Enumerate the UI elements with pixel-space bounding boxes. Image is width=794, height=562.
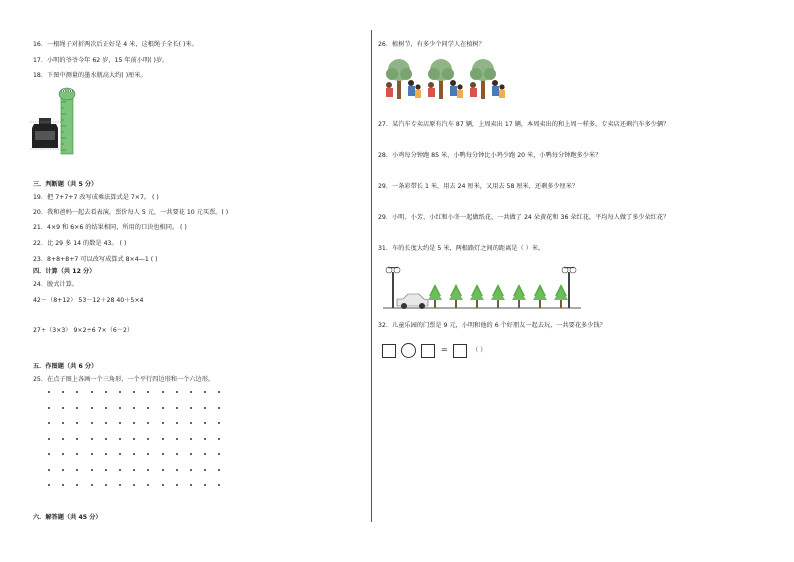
grid-dot[interactable] bbox=[147, 422, 149, 424]
grid-dot[interactable] bbox=[91, 438, 93, 440]
grid-dot[interactable] bbox=[91, 469, 93, 471]
grid-dot[interactable] bbox=[176, 391, 178, 393]
answer-box-2[interactable] bbox=[421, 344, 435, 358]
question-28: 28．小鸡每分钟跑 85 米，小鸭每分钟比小鸡少跑 20 米，小鸭每分钟跑多少米？ bbox=[378, 152, 602, 159]
grid-dot[interactable] bbox=[119, 438, 121, 440]
grid-dot[interactable] bbox=[162, 391, 164, 393]
grid-dot[interactable] bbox=[162, 407, 164, 409]
grid-dot[interactable] bbox=[48, 484, 50, 486]
question-22: 22．比 29 多 14 的数是 43。 ( ) bbox=[33, 240, 127, 247]
grid-dot[interactable] bbox=[204, 484, 206, 486]
grid-dot[interactable] bbox=[62, 391, 64, 393]
grid-dot[interactable] bbox=[204, 407, 206, 409]
grid-dot[interactable] bbox=[176, 407, 178, 409]
grid-dot[interactable] bbox=[176, 484, 178, 486]
street-lamps-car-image bbox=[383, 262, 583, 314]
grid-dot[interactable] bbox=[176, 438, 178, 440]
grid-dot[interactable] bbox=[218, 453, 220, 455]
grid-dot[interactable] bbox=[91, 422, 93, 424]
answer-box-result[interactable] bbox=[453, 344, 467, 358]
grid-dot[interactable] bbox=[218, 407, 220, 409]
question-29: 29．一条彩带长 1 米，用去 24 厘米，又用去 58 厘米，还剩多少厘米？ bbox=[378, 183, 579, 190]
grid-dot[interactable] bbox=[133, 484, 135, 486]
section-5-heading: 五．作图题（共 6 分） bbox=[33, 363, 98, 370]
grid-dot[interactable] bbox=[204, 453, 206, 455]
grid-dot[interactable] bbox=[76, 407, 78, 409]
grid-dot[interactable] bbox=[190, 453, 192, 455]
column-divider bbox=[371, 30, 372, 522]
grid-dot[interactable] bbox=[190, 438, 192, 440]
grid-dot[interactable] bbox=[133, 469, 135, 471]
question-31: 31．车的长度大约是 5 米，两根路灯之间的距离是（ ）米。 bbox=[378, 245, 545, 252]
grid-dot[interactable] bbox=[218, 469, 220, 471]
grid-dot[interactable] bbox=[218, 484, 220, 486]
grid-dot[interactable] bbox=[190, 422, 192, 424]
grid-dot[interactable] bbox=[91, 391, 93, 393]
question-21: 21．4×9 和 6×6 的结果相同，所用的口诀也相同。 ( ) bbox=[33, 224, 187, 231]
grid-dot[interactable] bbox=[218, 438, 220, 440]
question-32: 32．儿童乐园的门票是 9 元，小明和他的 6 个好朋友一起去玩，一共要花多少钱？ bbox=[378, 322, 606, 329]
calc-row-1: 42－（8+12） 53－12＋28 40＋5×4 bbox=[33, 297, 144, 304]
grid-dot[interactable] bbox=[162, 438, 164, 440]
grid-dot[interactable] bbox=[62, 469, 64, 471]
grid-dot[interactable] bbox=[162, 469, 164, 471]
question-16: 16．一根绳子对折两次后正好是 4 米，这根绳子全长( )米。 bbox=[33, 41, 198, 48]
section-6-heading: 六．解答题（共 45 分） bbox=[33, 514, 102, 521]
grid-dot[interactable] bbox=[190, 407, 192, 409]
grid-dot[interactable] bbox=[176, 422, 178, 424]
grid-dot[interactable] bbox=[105, 453, 107, 455]
grid-dot[interactable] bbox=[48, 469, 50, 471]
grid-dot[interactable] bbox=[62, 438, 64, 440]
ink-bottle-ruler-image bbox=[30, 84, 82, 156]
question-20: 20．我和爸妈一起去看表演，票价每人 5 元，一共要花 10 元买票。( ) bbox=[33, 209, 229, 216]
grid-dot[interactable] bbox=[147, 469, 149, 471]
grid-dot[interactable] bbox=[105, 438, 107, 440]
grid-dot[interactable] bbox=[162, 453, 164, 455]
grid-dot[interactable] bbox=[119, 407, 121, 409]
grid-dot[interactable] bbox=[48, 407, 50, 409]
grid-dot[interactable] bbox=[105, 407, 107, 409]
question-19: 19．把 7+7+7 改写成乘法算式是 7×7。 ( ) bbox=[33, 194, 159, 201]
grid-dot[interactable] bbox=[119, 469, 121, 471]
grid-dot[interactable] bbox=[76, 391, 78, 393]
grid-dot[interactable] bbox=[190, 469, 192, 471]
grid-dot[interactable] bbox=[176, 453, 178, 455]
grid-dot[interactable] bbox=[48, 438, 50, 440]
question-17: 17．小明的爷爷今年 62 岁，15 年前小明( )岁。 bbox=[33, 57, 169, 64]
question-26: 26．植树节，有多少个同学人在植树？ bbox=[378, 41, 485, 48]
grid-dot[interactable] bbox=[62, 453, 64, 455]
grid-dot[interactable] bbox=[62, 407, 64, 409]
grid-dot[interactable] bbox=[91, 484, 93, 486]
grid-dot[interactable] bbox=[91, 407, 93, 409]
question-18: 18．下图中测量的墨水瓶高大约( )厘米。 bbox=[33, 72, 147, 79]
grid-dot[interactable] bbox=[76, 438, 78, 440]
grid-dot[interactable] bbox=[48, 453, 50, 455]
grid-dot[interactable] bbox=[133, 422, 135, 424]
grid-dot[interactable] bbox=[133, 407, 135, 409]
grid-dot[interactable] bbox=[147, 453, 149, 455]
equals-sign: = bbox=[441, 345, 448, 354]
grid-dot[interactable] bbox=[119, 391, 121, 393]
grid-dot[interactable] bbox=[105, 484, 107, 486]
grid-dot[interactable] bbox=[76, 453, 78, 455]
question-24: 24．脱式计算。 bbox=[33, 281, 78, 288]
grid-dot[interactable] bbox=[204, 469, 206, 471]
grid-dot[interactable] bbox=[105, 391, 107, 393]
grid-dot[interactable] bbox=[218, 391, 220, 393]
grid-dot[interactable] bbox=[204, 422, 206, 424]
question-23: 23．8+8+8+7 可以改写成算式 8×4—1 ( ) bbox=[33, 256, 158, 263]
grid-dot[interactable] bbox=[190, 484, 192, 486]
grid-dot[interactable] bbox=[48, 391, 50, 393]
grid-dot[interactable] bbox=[204, 391, 206, 393]
answer-box-1[interactable] bbox=[382, 344, 396, 358]
grid-dot[interactable] bbox=[62, 422, 64, 424]
question-27: 27．某汽车专卖店原有汽车 87 辆，上周卖出 17 辆，本周卖出的和上周一样多。专卖店还剩汽车多少辆？ bbox=[378, 121, 670, 128]
grid-dot[interactable] bbox=[76, 484, 78, 486]
unit-paren: （ ） bbox=[472, 347, 487, 354]
grid-dot[interactable] bbox=[162, 484, 164, 486]
grid-dot[interactable] bbox=[147, 484, 149, 486]
grid-dot[interactable] bbox=[147, 407, 149, 409]
grid-dot[interactable] bbox=[105, 422, 107, 424]
grid-dot[interactable] bbox=[91, 453, 93, 455]
grid-dot[interactable] bbox=[76, 469, 78, 471]
grid-dot[interactable] bbox=[119, 422, 121, 424]
operator-circle[interactable] bbox=[401, 343, 416, 358]
grid-dot[interactable] bbox=[218, 422, 220, 424]
grid-dot[interactable] bbox=[119, 453, 121, 455]
question-25: 25．在点子图上各画一个三角形、一个平行四边形和一个六边形。 bbox=[33, 376, 215, 383]
grid-dot[interactable] bbox=[133, 453, 135, 455]
question-30: 29．小明、小芳、小红和小冬一起做纸花，一共做了 24 朵黄花和 36 朵红花，平均每人做了多少朵红花？ bbox=[378, 214, 670, 221]
calc-row-2: 27÷（3×3） 9×2÷6 7×（6－2） bbox=[33, 327, 134, 334]
grid-dot[interactable] bbox=[162, 422, 164, 424]
grid-dot[interactable] bbox=[133, 438, 135, 440]
grid-dot[interactable] bbox=[76, 422, 78, 424]
section-4-heading: 四．计算（共 12 分） bbox=[33, 268, 96, 275]
grid-dot[interactable] bbox=[147, 438, 149, 440]
tree-planting-image bbox=[383, 55, 508, 105]
grid-dot[interactable] bbox=[147, 391, 149, 393]
grid-dot[interactable] bbox=[119, 484, 121, 486]
section-3-heading: 三．判断题（共 5 分） bbox=[33, 181, 98, 188]
grid-dot[interactable] bbox=[133, 391, 135, 393]
grid-dot[interactable] bbox=[105, 469, 107, 471]
grid-dot[interactable] bbox=[190, 391, 192, 393]
grid-dot[interactable] bbox=[204, 438, 206, 440]
grid-dot[interactable] bbox=[62, 484, 64, 486]
grid-dot[interactable] bbox=[48, 422, 50, 424]
grid-dot[interactable] bbox=[176, 469, 178, 471]
